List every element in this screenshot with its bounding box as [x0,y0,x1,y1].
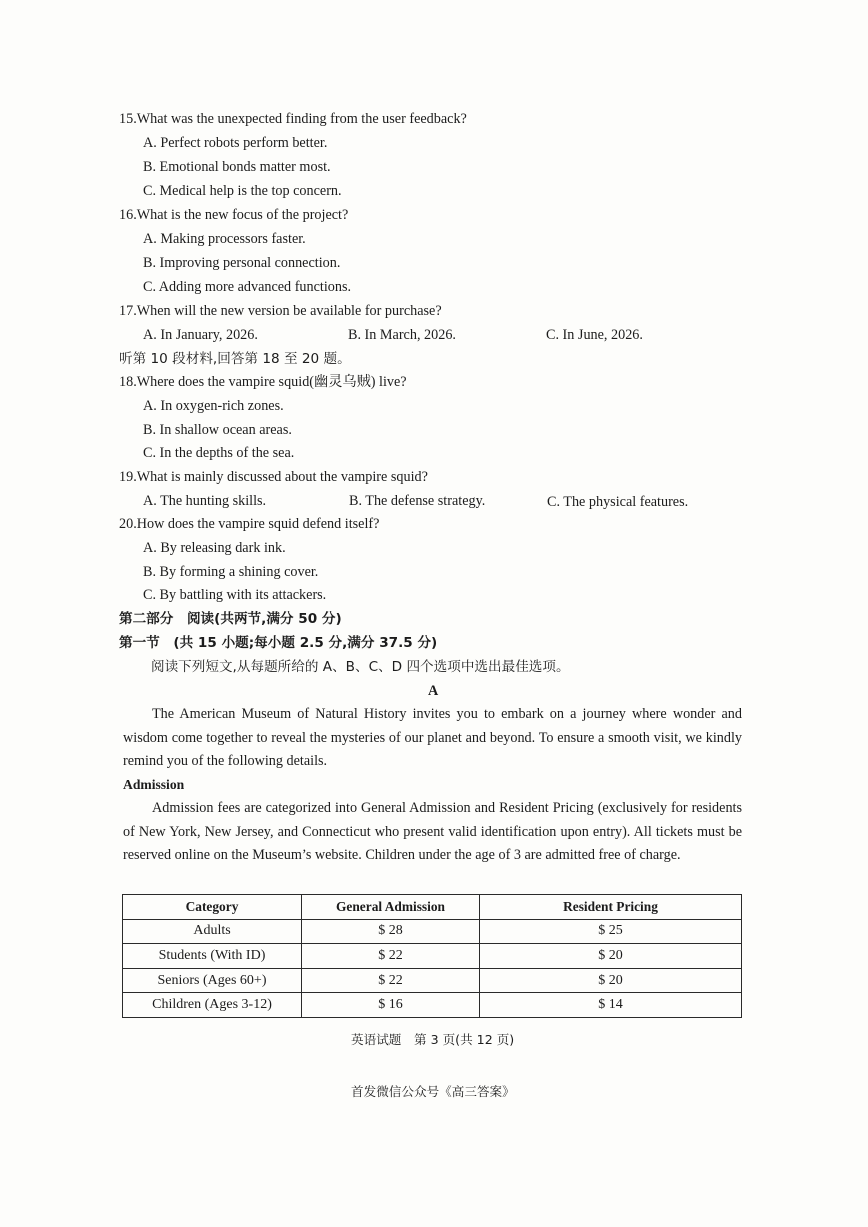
price-table [122,894,742,1018]
question-15: 15.What was the unexpected finding from the user feedback? [119,111,467,127]
cell-resident: $ 25 [480,919,742,944]
cell-resident: $ 14 [480,993,742,1018]
part-title: 第二部分 阅读(共两节,满分 50 分) [119,611,342,627]
header-resident-pricing: Resident Pricing [480,895,742,920]
option-20b: B. By forming a shining cover. [143,564,319,580]
cell-category: Adults [123,919,302,944]
cell-resident: $ 20 [480,944,742,969]
table-row [123,968,742,993]
option-20c: C. By battling with its attackers. [143,587,327,603]
page-footer: 英语试题 第 3 页(共 12 页) [351,1032,515,1047]
table-row [123,993,742,1018]
option-15c: C. Medical help is the top concern. [143,183,342,199]
option-18c: C. In the depths of the sea. [143,445,295,461]
option-17b: B. In March, 2026. [348,327,456,343]
question-18: 18.Where does the vampire squid(幽灵乌贼) live? [119,374,407,390]
option-17a: A. In January, 2026. [143,327,258,343]
option-15b: B. Emotional bonds matter most. [143,159,331,175]
listening-instruction: 听第 10 段材料,回答第 18 至 20 题。 [119,351,351,367]
cell-category: Children (Ages 3-12) [123,993,302,1018]
option-15a: A. Perfect robots perform better. [143,135,328,151]
table-row [123,944,742,969]
question-19: 19.What is mainly discussed about the vampire squid? [119,469,428,485]
option-16b: B. Improving personal connection. [143,255,341,271]
header-general-admission: General Admission [302,895,480,920]
admission-text: Admission fees are categorized into General Admission and Resident Pricing (exclusively for residents of New York, New Jersey, and Connecticut who present valid identification upon entry). All tickets must be reserved online on the Museum’s website. Children under the age of 3 are admitted free of charge. [123,800,742,864]
header-category: Category [123,895,302,920]
question-16: 16.What is the new focus of the project? [119,207,349,223]
subsection-title: 第一节 (共 15 小题;每小题 2.5 分,满分 37.5 分) [119,635,438,651]
option-18a: A. In oxygen-rich zones. [143,398,284,414]
option-17c: C. In June, 2026. [546,327,643,343]
table-header-row [123,895,742,920]
cell-resident: $ 20 [480,968,742,993]
admission-heading: Admission [123,777,185,792]
option-16a: A. Making processors faster. [143,231,306,247]
passage-label: A [428,683,439,699]
option-20a: A. By releasing dark ink. [143,540,286,556]
option-19b: B. The defense strategy. [349,493,486,509]
passage-intro: The American Museum of Natural History invites you to embark on a journey where wonder and wisdom come together to reveal the mysteries of our planet and beyond. To ensure a smooth visit, we kindly remind you of the following details. [123,706,742,770]
cell-general: $ 22 [302,944,480,969]
cell-general: $ 16 [302,993,480,1018]
cell-general: $ 22 [302,968,480,993]
cell-general: $ 28 [302,919,480,944]
reading-instruction: 阅读下列短文,从每题所给的 A、B、C、D 四个选项中选出最佳选项。 [151,659,570,675]
option-19c: C. The physical features. [547,494,689,510]
question-20: 20.How does the vampire squid defend itself? [119,516,380,532]
question-17: 17.When will the new version be available for purchase? [119,303,442,319]
cell-category: Students (With ID) [123,944,302,969]
watermark-text: 首发微信公众号《高三答案》 [351,1084,515,1099]
table-row [123,919,742,944]
option-18b: B. In shallow ocean areas. [143,422,292,438]
option-19a: A. The hunting skills. [143,493,267,509]
cell-category: Seniors (Ages 60+) [123,968,302,993]
option-16c: C. Adding more advanced functions. [143,279,352,295]
